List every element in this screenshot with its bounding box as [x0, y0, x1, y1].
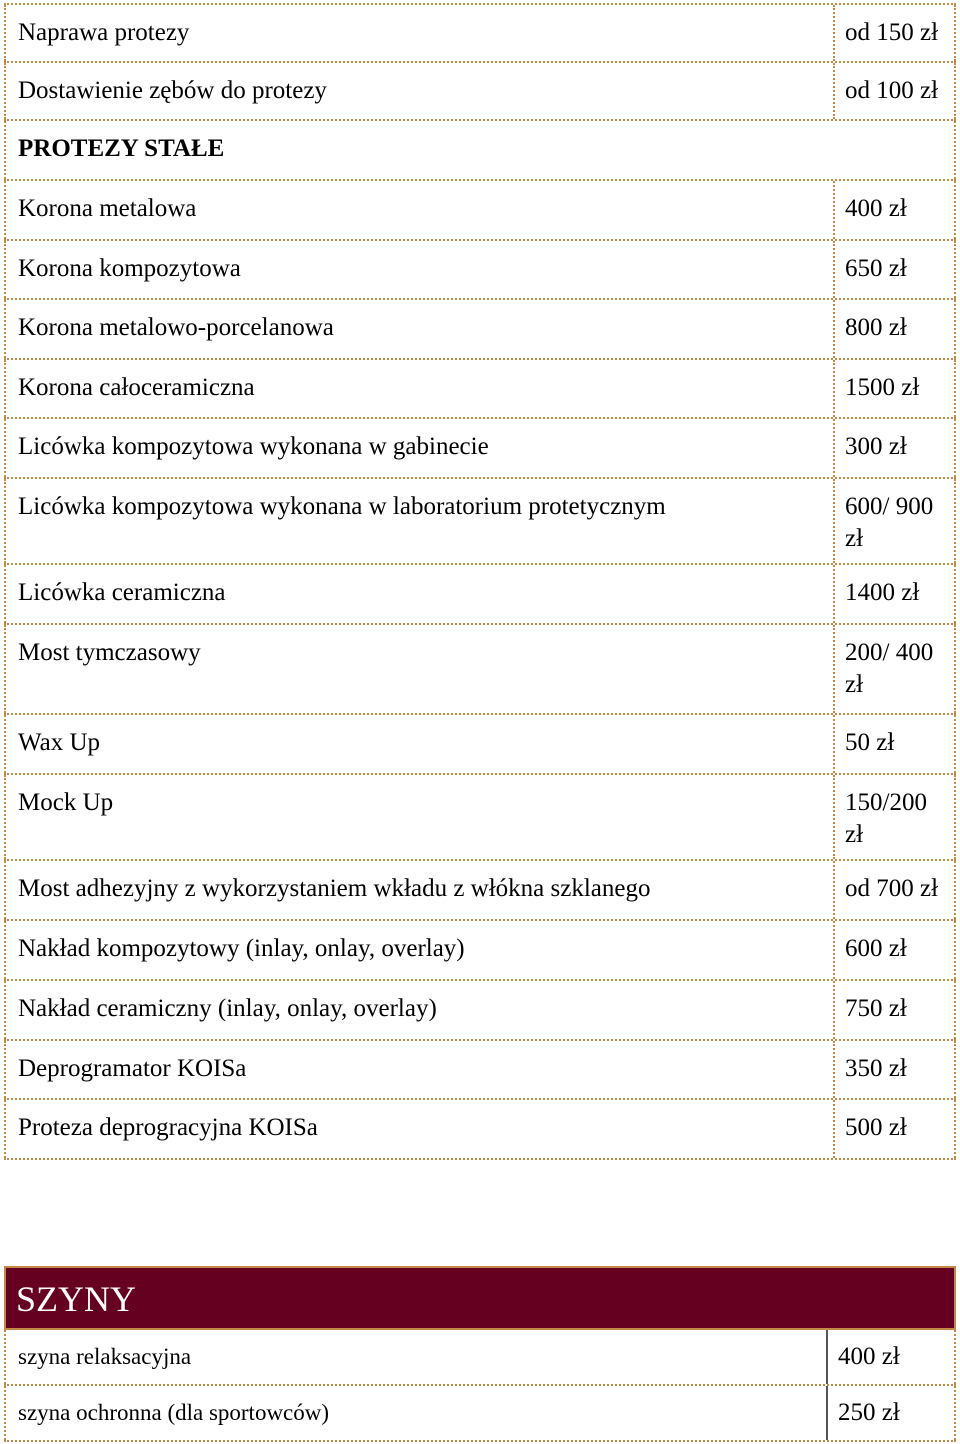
service-price: 600/ 900 zł [833, 479, 956, 563]
table-row [4, 360, 956, 419]
service-name: Most adhezyjny z wykorzystaniem wkładu z włókna szklanego [4, 861, 833, 919]
service-name: szyna ochronna (dla sportowców) [4, 1386, 826, 1440]
service-price: 800 zł [833, 300, 956, 358]
service-price: od 700 zł [833, 861, 956, 919]
service-price: 50 zł [833, 715, 956, 773]
service-price: 350 zł [833, 1041, 956, 1098]
table-row [4, 1386, 956, 1442]
table-row [4, 565, 956, 625]
service-price: 1500 zł [833, 360, 956, 417]
table-row [4, 775, 956, 861]
service-name: Proteza deprogracyjna KOISa [4, 1100, 833, 1158]
table-row [4, 181, 956, 241]
table-row [4, 715, 956, 775]
service-name: szyna relaksacyjna [4, 1330, 826, 1384]
table-row [4, 1100, 956, 1160]
service-name: Licówka kompozytowa wykonana w gabinecie [4, 419, 833, 477]
service-price: 1400 zł [833, 565, 956, 623]
service-price: 250 zł [826, 1386, 956, 1440]
table-row [4, 3, 956, 63]
table-row [4, 241, 956, 300]
service-name: Korona metalowa [4, 181, 833, 239]
table-row [4, 861, 956, 921]
table-row [4, 419, 956, 479]
service-price: 650 zł [833, 241, 956, 298]
service-name: Nakład kompozytowy (inlay, onlay, overlay) [4, 921, 833, 979]
table-row [4, 1041, 956, 1100]
service-name: Korona metalowo-porcelanowa [4, 300, 833, 358]
service-price: 200/ 400 zł [833, 625, 956, 713]
service-price: 500 zł [833, 1100, 956, 1158]
table-row [4, 1330, 956, 1386]
service-name: Naprawa protezy [4, 5, 833, 61]
service-price: 150/200 zł [833, 775, 956, 859]
table-row [4, 479, 956, 565]
service-price: 400 zł [826, 1330, 956, 1384]
service-name: Korona kompozytowa [4, 241, 833, 298]
splints-price-table [4, 1266, 956, 1442]
service-name: Licówka ceramiczna [4, 565, 833, 623]
service-name: Licówka kompozytowa wykonana w laboratorium protetycznym [4, 479, 833, 563]
service-price: 300 zł [833, 419, 956, 477]
prosthetics-price-table [4, 3, 956, 1160]
section-title: SZYNY [4, 1266, 956, 1330]
service-name: Mock Up [4, 775, 833, 859]
table-row [4, 921, 956, 981]
table-row [4, 300, 956, 360]
section-heading-row [4, 121, 956, 181]
service-name: Dostawienie zębów do protezy [4, 63, 833, 119]
service-name: Wax Up [4, 715, 833, 773]
service-price: 750 zł [833, 981, 956, 1039]
table-row [4, 981, 956, 1041]
service-name: Deprogramator KOISa [4, 1041, 833, 1098]
table-row [4, 63, 956, 121]
service-name: Most tymczasowy [4, 625, 833, 713]
table-row [4, 625, 956, 715]
service-price: 400 zł [833, 181, 956, 239]
service-name: Korona całoceramiczna [4, 360, 833, 417]
service-price: od 100 zł [833, 63, 956, 119]
service-price: od 150 zł [833, 5, 956, 61]
service-name: Nakład ceramiczny (inlay, onlay, overlay) [4, 981, 833, 1039]
section-heading: PROTEZY STAŁE [4, 121, 956, 179]
service-price: 600 zł [833, 921, 956, 979]
